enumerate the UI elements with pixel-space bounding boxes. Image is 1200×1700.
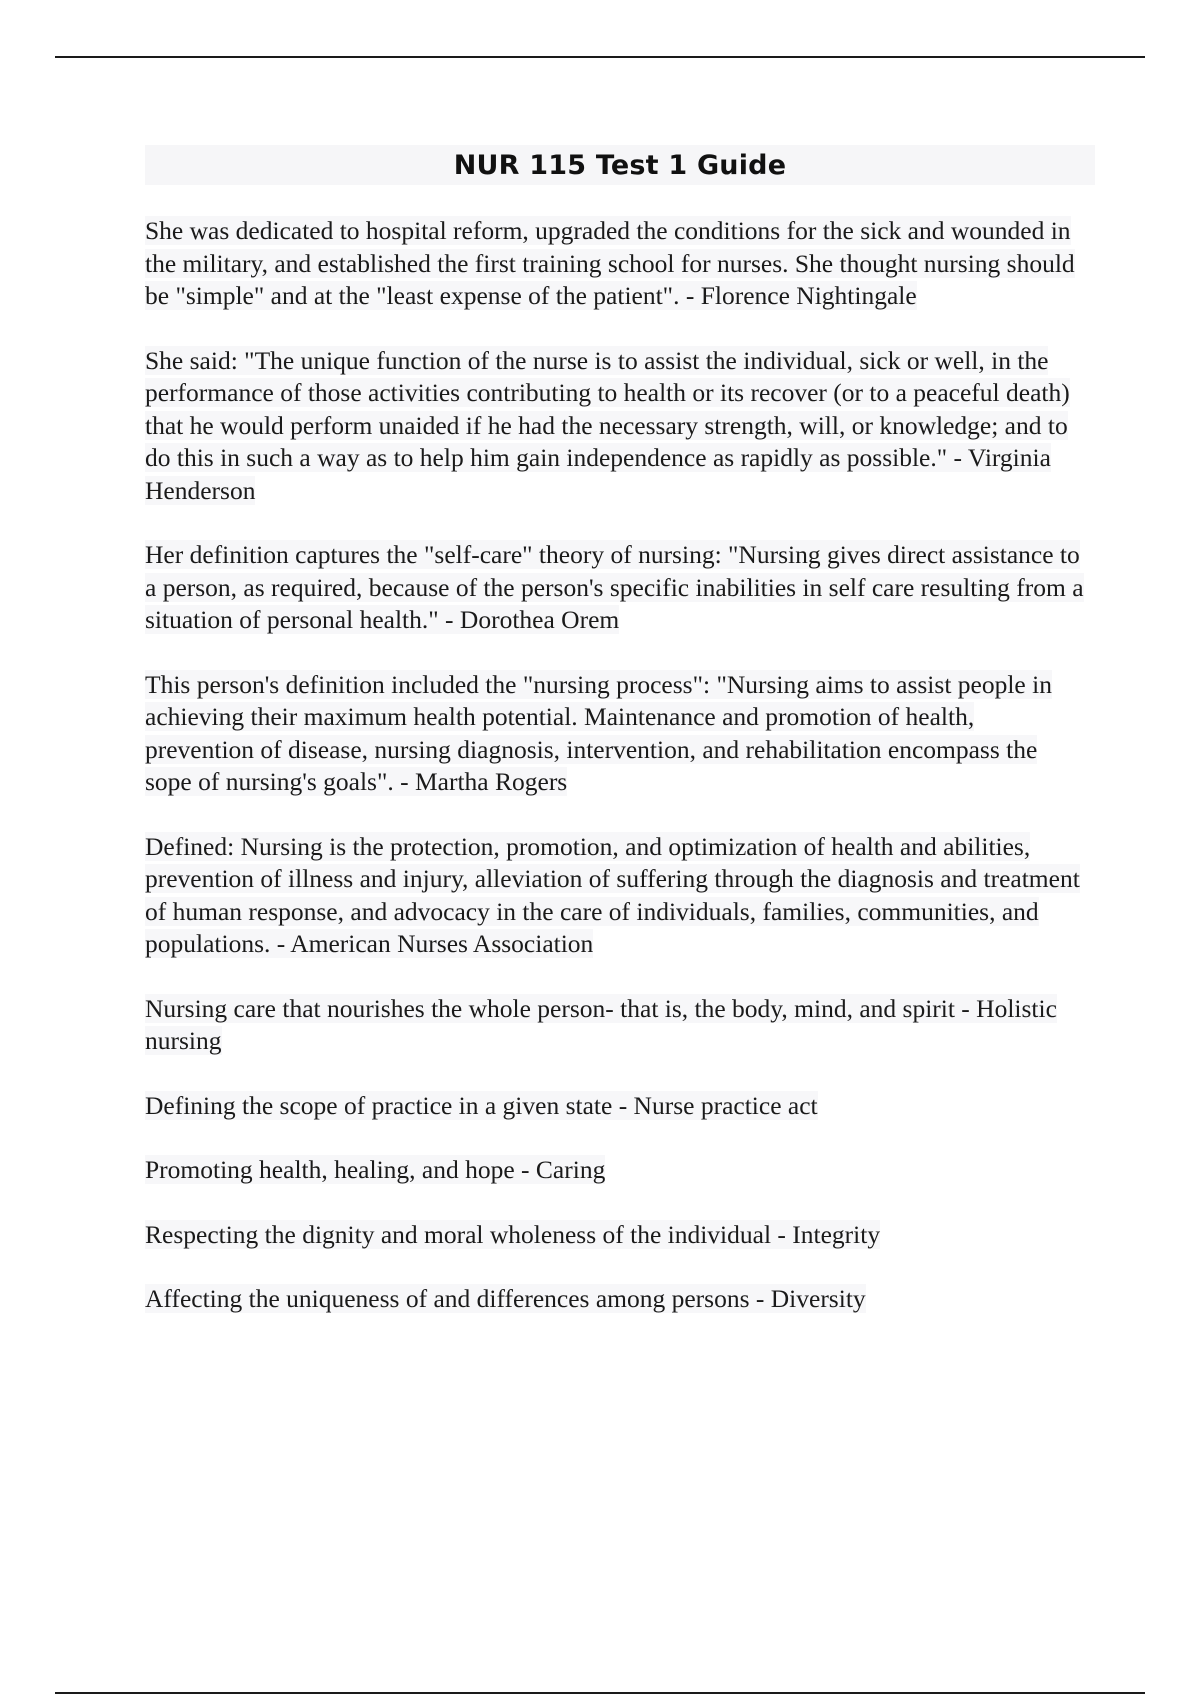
list-item xyxy=(145,1219,1085,1252)
list-item xyxy=(145,993,1085,1058)
list-item xyxy=(145,345,1085,508)
entry-text: She said: "The unique function of the nurse is to assist the individual, sick or well, in the performance of those activities contributing to health or its recover (or to a peaceful death) that he would perform unaided if he had the necessary strength, will, or knowledge; and to do this in such a way as to help him gain independence as rapidly as possible." - Virginia Henderson xyxy=(145,345,1070,505)
header-rule xyxy=(55,56,1145,58)
footer-rule xyxy=(55,1692,1145,1694)
list-item xyxy=(145,831,1085,961)
list-item xyxy=(145,1283,1085,1316)
list-item xyxy=(145,669,1085,799)
entry-text: She was dedicated to hospital reform, upgraded the conditions for the sick and wounded in the military, and established the first training school for nurses. She thought nursing should be "simple" and at the "least expense of the patient". - Florence Nightingale xyxy=(145,216,1075,310)
document-body xyxy=(145,145,1095,1348)
list-item xyxy=(145,1154,1085,1187)
entry-text: Respecting the dignity and moral wholeness of the individual - Integrity xyxy=(145,1219,881,1249)
list-item xyxy=(145,215,1085,313)
entry-text: Promoting health, healing, and hope - Caring xyxy=(145,1155,606,1184)
entry-text: This person's definition included the "nursing process": "Nursing aims to assist people in achieving their maximum health potential. Maintenance and promotion of health, prevention of disease, nursing diagnosis, intervention, and rehabilitation encompass the sope of nursing's goals". - Martha Rogers xyxy=(145,669,1052,796)
entry-text: Affecting the uniqueness of and differences among persons - Diversity xyxy=(145,1284,866,1313)
list-item xyxy=(145,1090,1085,1123)
entry-text: Her definition captures the "self-care" theory of nursing: "Nursing gives direct assistance to a person, as required, because of the person's specific inabilities in self care resulting from a situation of personal health." - Dorothea Orem xyxy=(145,540,1084,634)
document-title: NUR 115 Test 1 Guide xyxy=(453,149,787,181)
entry-list xyxy=(145,215,1095,1316)
entry-text: Defined: Nursing is the protection, promotion, and optimization of health and abilities, prevention of illness and injury, alleviation of suffering through the diagnosis and treatment of human response, and advocacy in the care of individuals, families, communities, and populations. - American Nurses Association xyxy=(145,831,1080,958)
entry-text: Defining the scope of practice in a given state - Nurse practice act xyxy=(145,1090,818,1120)
title-bar xyxy=(145,145,1095,185)
entry-text: Nursing care that nourishes the whole person- that is, the body, mind, and spirit - Holistic nursing xyxy=(145,993,1057,1055)
list-item xyxy=(145,539,1085,637)
